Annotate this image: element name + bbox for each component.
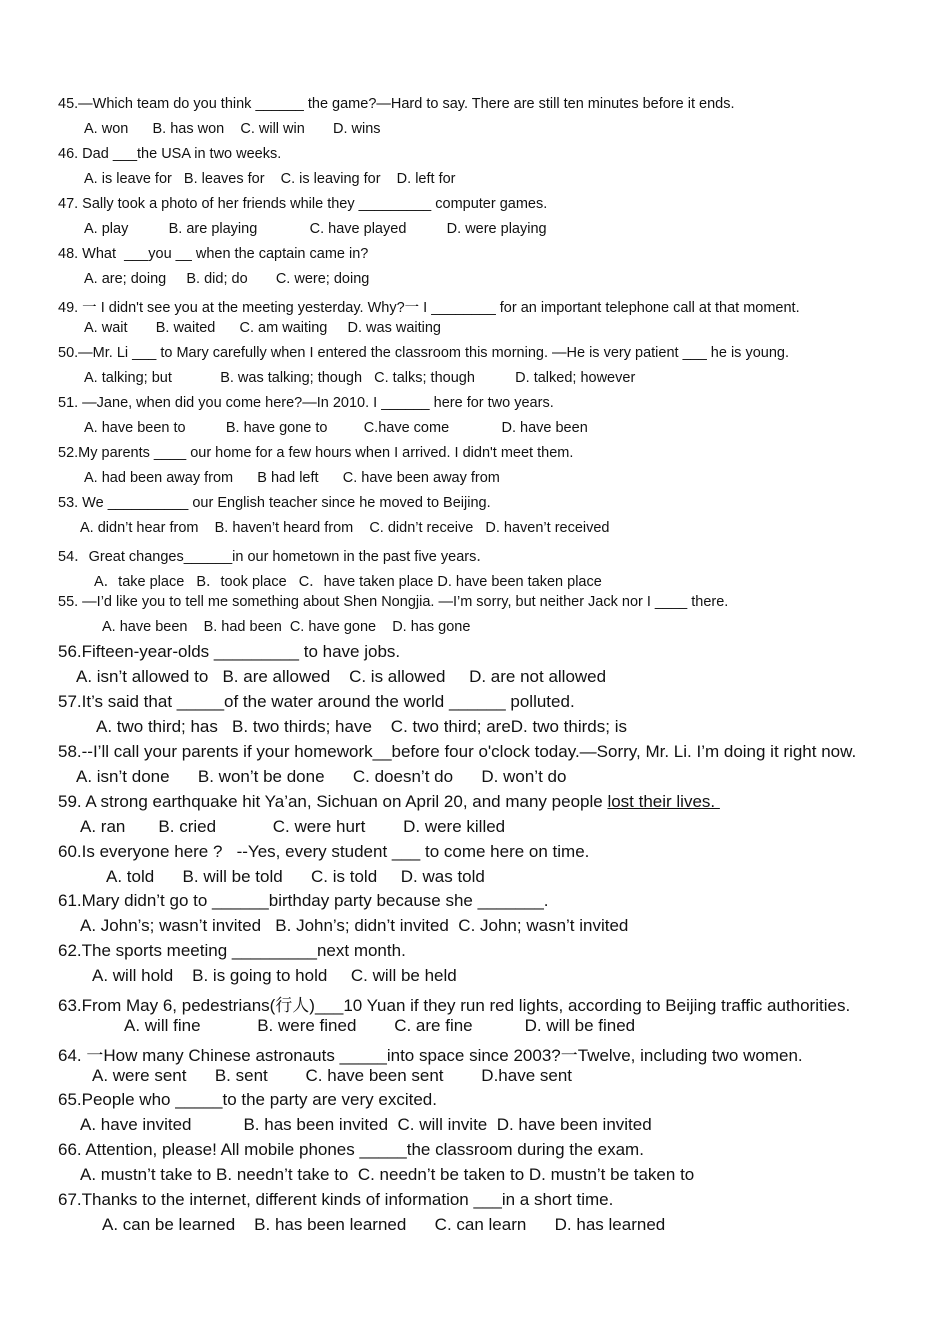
question-65-options: A. have invited B. has been invited C. will invite D. have been invited [80,1115,652,1134]
question-59-stem [58,792,720,812]
question-57-options: A. two third; has B. two thirds; have C. two third; areD. two thirds; is [96,717,627,736]
question-54-options: A．take place B．took place C．have taken place D. have been taken place [94,574,602,590]
question-49-stem: 49. 一 I didn't see you at the meeting yesterday. Why?一 I ________ for an important telephone call at that moment. [58,300,800,316]
question-55-options: A. have been B. had been C. have gone D. has gone [102,619,471,635]
question-52-options: A. had been away from B had left C. have been away from [84,470,500,486]
question-59-underlined-phrase: lost their lives. [607,792,720,811]
question-56-stem: 56.Fifteen-year-olds _________ to have jobs. [58,642,401,661]
question-65-stem: 65.People who _____to the party are very excited. [58,1090,437,1109]
question-47-options: A. play B. are playing C. have played D. were playing [84,221,547,237]
question-54-stem: 54．Great changes______in our hometown in the past five years． [58,549,491,565]
question-58-stem: 58.--I’ll call your parents if your homework__before four o'clock today.—Sorry, Mr. Li. I’m doing it right now. [58,742,857,761]
question-61-stem: 61.Mary didn’t go to ______birthday party because she _______. [58,891,549,910]
question-63-stem: 63.From May 6, pedestrians(行人)___10 Yuan if they run red lights, according to Beijing traffic authorities. [58,996,851,1015]
question-57-stem: 57.It’s said that _____of the water around the world ______ polluted. [58,692,575,711]
question-64-options: A. were sent B. sent C. have been sent D.have sent [92,1066,573,1085]
question-46-options: A. is leave for B. leaves for C. is leaving for D. left for [84,171,456,187]
question-59-stem-text: 59. A strong earthquake hit Ya’an, Sichuan on April 20, and many people [58,792,608,811]
question-61-options: A. John’s; wasn’t invited B. John’s; didn’t invited C. John; wasn’t invited [80,916,629,935]
question-56-options: A. isn’t allowed to B. are allowed C. is allowed D. are not allowed [76,667,607,686]
question-49-options: A. wait B. waited C. am waiting D. was waiting [84,320,441,336]
question-67-options: A. can be learned B. has been learned C. can learn D. has learned [102,1215,666,1234]
question-47-stem: 47. Sally took a photo of her friends while they _________ computer games. [58,196,548,212]
question-62-stem: 62.The sports meeting _________next month. [58,941,406,960]
question-53-options: A. didn’t hear from B. haven’t heard from C. didn’t receive D. haven’t received [80,520,610,536]
question-66-stem: 66. Attention, please! All mobile phones _____the classroom during the exam. [58,1140,644,1159]
question-58-options: A. isn’t done B. won’t be done C. doesn’t do D. won’t do [76,767,567,786]
question-67-stem: 67.Thanks to the internet, different kinds of information ___in a short time. [58,1190,614,1209]
question-51-options: A. have been to B. have gone to C.have come D. have been [84,420,588,436]
question-62-options: A. will hold B. is going to hold C. will be held [92,966,457,985]
question-46-stem: 46. Dad ___the USA in two weeks. [58,146,282,162]
question-52-stem: 52.My parents ____ our home for a few hours when I arrived. I didn't meet them. [58,445,574,461]
question-48-options: A. are; doing B. did; do C. were; doing [84,271,370,287]
question-51-stem: 51. —Jane, when did you come here?—In 2010. I ______ here for two years. [58,395,554,411]
question-60-stem: 60.Is everyone here ? --Yes, every student ___ to come here on time. [58,842,590,861]
question-53-stem: 53. We __________ our English teacher since he moved to Beijing. [58,495,491,511]
question-66-options: A. mustn’t take to B. needn’t take to C. needn’t be taken to D. mustn’t be taken to [80,1165,695,1184]
question-64-stem: 64. 一How many Chinese astronauts _____into space since 2003?一Twelve, including two women. [58,1046,803,1065]
question-48-stem: 48. What ___you __ when the captain came in? [58,246,369,262]
question-59-options: A. ran B. cried C. were hurt D. were killed [80,817,506,836]
question-50-stem: 50.—Mr. Li ___ to Mary carefully when I entered the classroom this morning. —He is very patient ___ he is young. [58,345,789,361]
question-60-options: A. told B. will be told C. is told D. was told [106,867,485,886]
question-55-stem: 55. —I’d like you to tell me something about Shen Nongjia. —I’m sorry, but neither Jack nor I ____ there. [58,594,729,610]
question-63-options: A. will fine B. were fined C. are fine D. will be fined [124,1016,636,1035]
question-45-options: A. won B. has won C. will win D. wins [84,121,381,137]
question-50-options: A. talking; but B. was talking; though C. talks; though D. talked; however [84,370,636,386]
question-45-stem: 45.—Which team do you think ______ the game?—Hard to say. There are still ten minutes before it ends. [58,96,735,112]
